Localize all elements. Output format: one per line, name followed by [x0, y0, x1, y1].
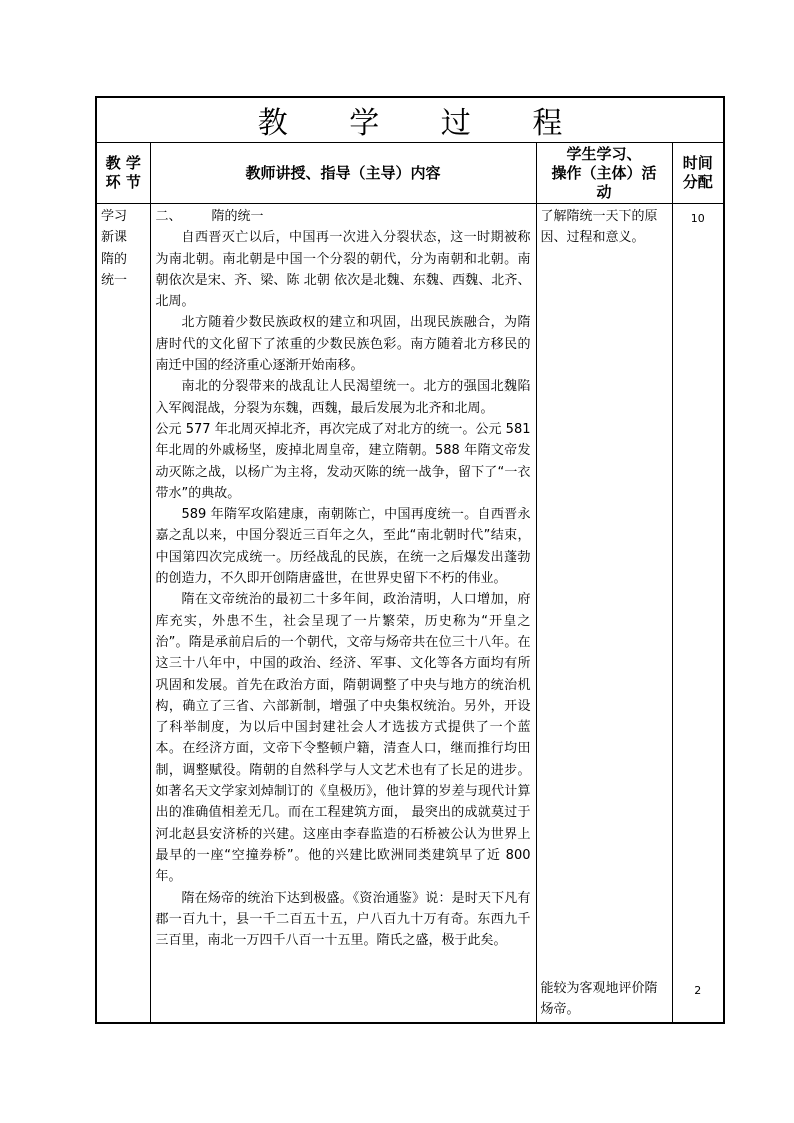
section-number: 二、 [155, 209, 182, 224]
teaching-process-table [95, 96, 725, 1024]
stage-line: 隋的 [101, 251, 128, 267]
paragraph: 隋在炀帝的统治下达到极盛。《资治通鉴》说：是时天下凡有郡一百九十，县一千二百五十五，户八百九十万有奇。东西九千三百里，南北一万四千八百一十五里。隋氏之盛，极于此矣。 [155, 890, 531, 949]
stage-line: 统一 [101, 272, 128, 288]
header-activity-line3: 动 [596, 182, 612, 201]
header-activity-line2: 操作（主体）活 [551, 163, 657, 182]
header-activity-line1: 学生学习、 [566, 144, 642, 163]
stage-line: 新课 [101, 230, 128, 246]
time-cell [672, 204, 724, 1024]
time-second: 2 [694, 984, 702, 997]
header-activity [536, 143, 672, 204]
header-stage [96, 143, 150, 204]
paragraph: 589 年隋军攻陷建康，南朝陈亡，中国再度统一。自西晋永嘉之乱以来，中国分裂近三百年之久，至此“南北朝时代”结束，中国第四次完成统一。历经战乱的民族，在统一之后爆发出蓬勃的创造力，不久即开创隋唐盛世，在世界史留下不朽的伟业。 [155, 507, 531, 587]
paragraph: 隋在文帝统治的最初二十多年间，政治清明，人口增加，府库充实，外患不生，社会呈现了一片繁荣，历史称为“开皇之治”。隋是承前启后的一个朝代，文帝与炀帝共在位三十八年。在这三十八年中，中国的政治、经济、军事、文化等各方面均有所巩固和发展。首先在政治方面，隋朝调整了中央与地方的统治机构，确立了三省、六部新制，增强了中央集权统治。另外，开设了科举制度，为以后中国封建社会人才选拔方式提供了一个蓝本。在经济方面，文帝下令整顿户籍，清查人口，继而推行均田制，调整赋役。隋朝的自然科学与人文艺术也有了长足的进步。如著名天文学家刘焯制订的《皇极历》，他计算的岁差与现代计算出的准确值相差无几。而在工程建筑方面， 最突出的成就莫过于河北赵县安济桥的兴建。这座由李春监造的石桥被公认为世界上最早的一座“空撞券桥”。他的兴建比欧洲同类建筑早了近 800 年。 [155, 592, 531, 885]
header-content: 教师讲授、指导（主导）内容 [150, 143, 536, 204]
paragraph: 自西晋灭亡以后，中国再一次进入分裂状态，这一时期被称为南北朝。南北朝是中国一个分裂的朝代，分为南朝和北朝。南朝依次是宋、齐、梁、陈 北朝 依次是北魏、东魏、西魏、北齐、北周。 [155, 230, 531, 310]
section-heading [156, 206, 531, 227]
header-time [672, 143, 724, 204]
paragraph: 北方随着少数民族政权的建立和巩固，出现民族融合，为隋唐时代的文化留下了浓重的少数民族色彩。南方随着北方移民的南迁中国的经济重心逐渐开始南移。 [155, 315, 531, 374]
header-stage-line1: 教 学 [105, 154, 141, 172]
activity-second: 能较为客观地评价隋炀帝。 [540, 981, 658, 1018]
time-first: 10 [690, 212, 705, 225]
header-time-line1: 时间 [682, 154, 713, 172]
paragraph: 公元 577 年北周灭掉北齐，再次完成了对北方的统一。公元 581 年北周的外戚杨坚，废掉北周皇帝，建立隋朝。588 年隋文帝发动灭陈之战，以杨广为主将，发动灭陈的统一战争，留下了“一衣带水”的典故。 [155, 421, 531, 501]
content-cell [150, 204, 536, 1024]
table-title: 教 学 过 程 [96, 97, 724, 143]
activity-first: 了解隋统一天下的原因、过程和意义。 [540, 209, 658, 246]
section-title: 隋的统一 [211, 209, 264, 224]
paragraph: 南北的分裂带来的战乱让人民渴望统一。北方的强国北魏陷入军阀混战，分裂为东魏，西魏，最后发展为北齐和北周。 [155, 379, 531, 416]
header-time-line2: 分配 [682, 173, 713, 191]
stage-line: 学习 [101, 209, 128, 224]
activity-cell [536, 204, 672, 1024]
stage-cell [96, 204, 150, 1024]
header-stage-line2: 环 节 [105, 173, 141, 191]
